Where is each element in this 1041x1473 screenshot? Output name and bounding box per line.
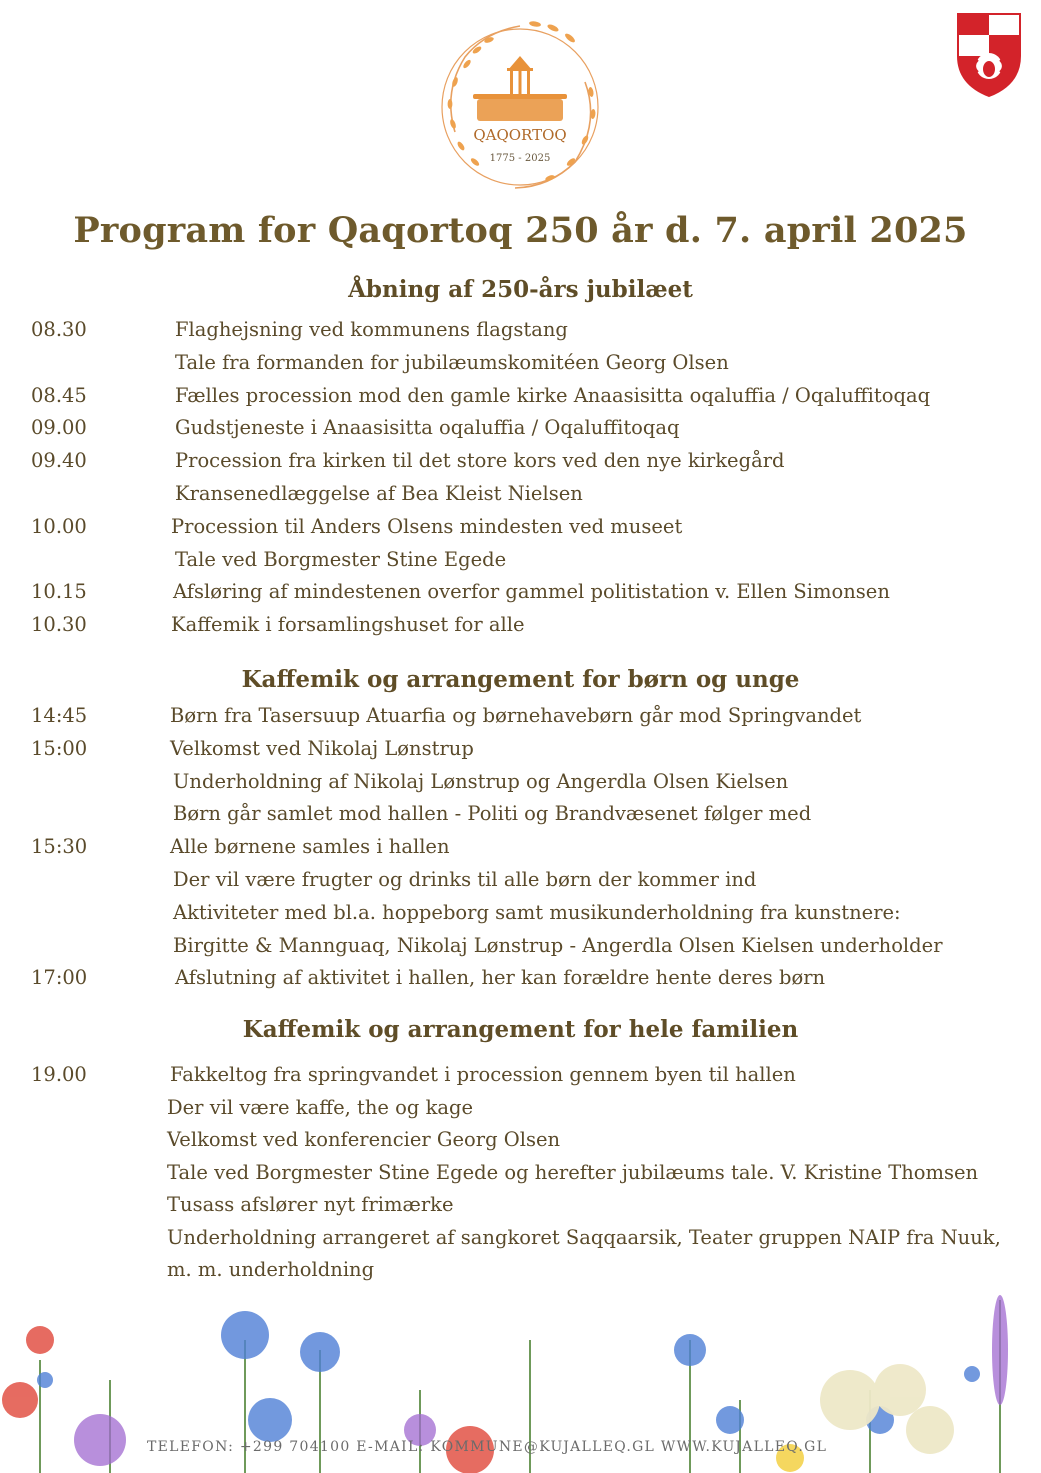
program-row xyxy=(0,770,1041,802)
section-heading-family: Kaffemik og arrangement for hele familien xyxy=(242,1016,799,1043)
municipality-crest xyxy=(956,12,1022,98)
program-text: m. m. underholdning xyxy=(167,1258,375,1281)
program-row xyxy=(0,613,1041,645)
program-row xyxy=(0,515,1041,547)
program-row xyxy=(0,318,1041,350)
program-row xyxy=(0,835,1041,867)
program-time: 14:45 xyxy=(31,704,88,727)
program-text: Birgitte & Mannguaq, Nikolaj Lønstrup - Angerdla Olsen Kielsen underholder xyxy=(173,933,943,957)
program-row xyxy=(0,1128,1041,1160)
program-text: Alle børnene samles i hallen xyxy=(170,835,450,859)
logo-name: QAQORTOQ xyxy=(473,126,567,144)
program-text: Tusass afslører nyt frimærke xyxy=(167,1193,454,1216)
program-time: 10.00 xyxy=(31,514,87,538)
program-text: Kaffemik i forsamlingshuset for alle xyxy=(171,613,525,637)
program-row xyxy=(0,1063,1041,1095)
program-row xyxy=(0,1193,1041,1225)
program-text: Tale fra formanden for jubilæumskomitéen Georg Olsen xyxy=(175,350,729,374)
program-text: Velkomst ved Nikolaj Lønstrup xyxy=(170,736,474,760)
contact-footer: TELEFON: +299 704100 E-MAIL: KOMMUNE@KUJALLEQ.GL WWW.KUJALLEQ.GL xyxy=(147,1439,828,1455)
program-row xyxy=(0,416,1041,448)
program-time: 17:00 xyxy=(31,966,88,990)
program-text: Velkomst ved konferencier Georg Olsen xyxy=(167,1128,561,1151)
program-text: Afslutning af aktivitet i hallen, her kan forældre hente deres børn xyxy=(175,966,826,990)
program-text: Tale ved Borgmester Stine Egede xyxy=(175,547,507,571)
program-text: Procession til Anders Olsens mindesten ved museet xyxy=(171,514,683,538)
program-row xyxy=(0,548,1041,580)
program-row xyxy=(0,966,1041,998)
program-row xyxy=(0,351,1041,383)
program-text: Afsløring af mindestenen overfor gammel politistation v. Ellen Simonsen xyxy=(173,580,890,604)
program-row xyxy=(0,868,1041,900)
program-row xyxy=(0,737,1041,769)
jubilee-logo xyxy=(425,12,615,202)
program-row xyxy=(0,482,1041,514)
program-row xyxy=(0,901,1041,933)
program-text: Underholdning arrangeret af sangkoret Saqqaarsik, Teater gruppen NAIP fra Nuuk, xyxy=(167,1225,1001,1249)
program-text: Gudstjeneste i Anaasisitta oqaluffia / Oqaluffitoqaq xyxy=(175,416,680,440)
program-text: Aktiviteter med bl.a. hoppeborg samt musikunderholdning fra kunstnere: xyxy=(173,900,901,924)
program-time: 09.00 xyxy=(31,416,87,440)
program-time: 10.15 xyxy=(31,580,87,604)
program-row xyxy=(0,704,1041,736)
program-text: Fælles procession mod den gamle kirke Anaasisitta oqaluffia / Oqaluffitoqaq xyxy=(175,383,931,407)
program-text: Flaghejsning ved kommunens flagstang xyxy=(175,318,568,341)
program-text: Fakkeltog fra springvandet i procession gennem byen til hallen xyxy=(170,1063,796,1086)
program-time: 08.30 xyxy=(31,318,87,341)
program-row xyxy=(0,384,1041,416)
page-title: Program for Qaqortoq 250 år d. 7. april 2025 xyxy=(73,210,968,251)
section-heading-opening: Åbning af 250-års jubilæet xyxy=(348,276,693,303)
program-text: Der vil være kaffe, the og kage xyxy=(167,1095,474,1119)
program-row xyxy=(0,449,1041,481)
program-time: 09.40 xyxy=(31,449,87,473)
program-time: 08.45 xyxy=(31,383,87,407)
program-row xyxy=(0,580,1041,612)
program-text: Underholdning af Nikolaj Lønstrup og Angerdla Olsen Kielsen xyxy=(173,769,789,793)
logo-years: 1775 - 2025 xyxy=(489,153,551,164)
program-text: Kransenedlæggelse af Bea Kleist Nielsen xyxy=(175,482,583,505)
program-time: 10.30 xyxy=(31,613,87,637)
program-text: Børn fra Tasersuup Atuarfia og børnehavebørn går mod Springvandet xyxy=(170,704,862,727)
program-time: 15:30 xyxy=(31,835,88,859)
program-time: 15:00 xyxy=(31,736,88,760)
section-heading-children: Kaffemik og arrangement for børn og unge xyxy=(241,666,800,693)
program-row xyxy=(0,1096,1041,1128)
program-row xyxy=(0,934,1041,966)
program-text: Der vil være frugter og drinks til alle børn der kommer ind xyxy=(173,868,757,891)
program-text: Procession fra kirken til det store kors ved den nye kirkegård xyxy=(175,449,785,473)
program-row xyxy=(0,1226,1041,1258)
program-time: 19.00 xyxy=(31,1063,87,1086)
program-row xyxy=(0,802,1041,834)
program-text: Børn går samlet mod hallen - Politi og Brandvæsenet følger med xyxy=(173,802,812,826)
program-row xyxy=(0,1161,1041,1193)
program-text: Tale ved Borgmester Stine Egede og herefter jubilæums tale. V. Kristine Thomsen xyxy=(167,1160,979,1184)
